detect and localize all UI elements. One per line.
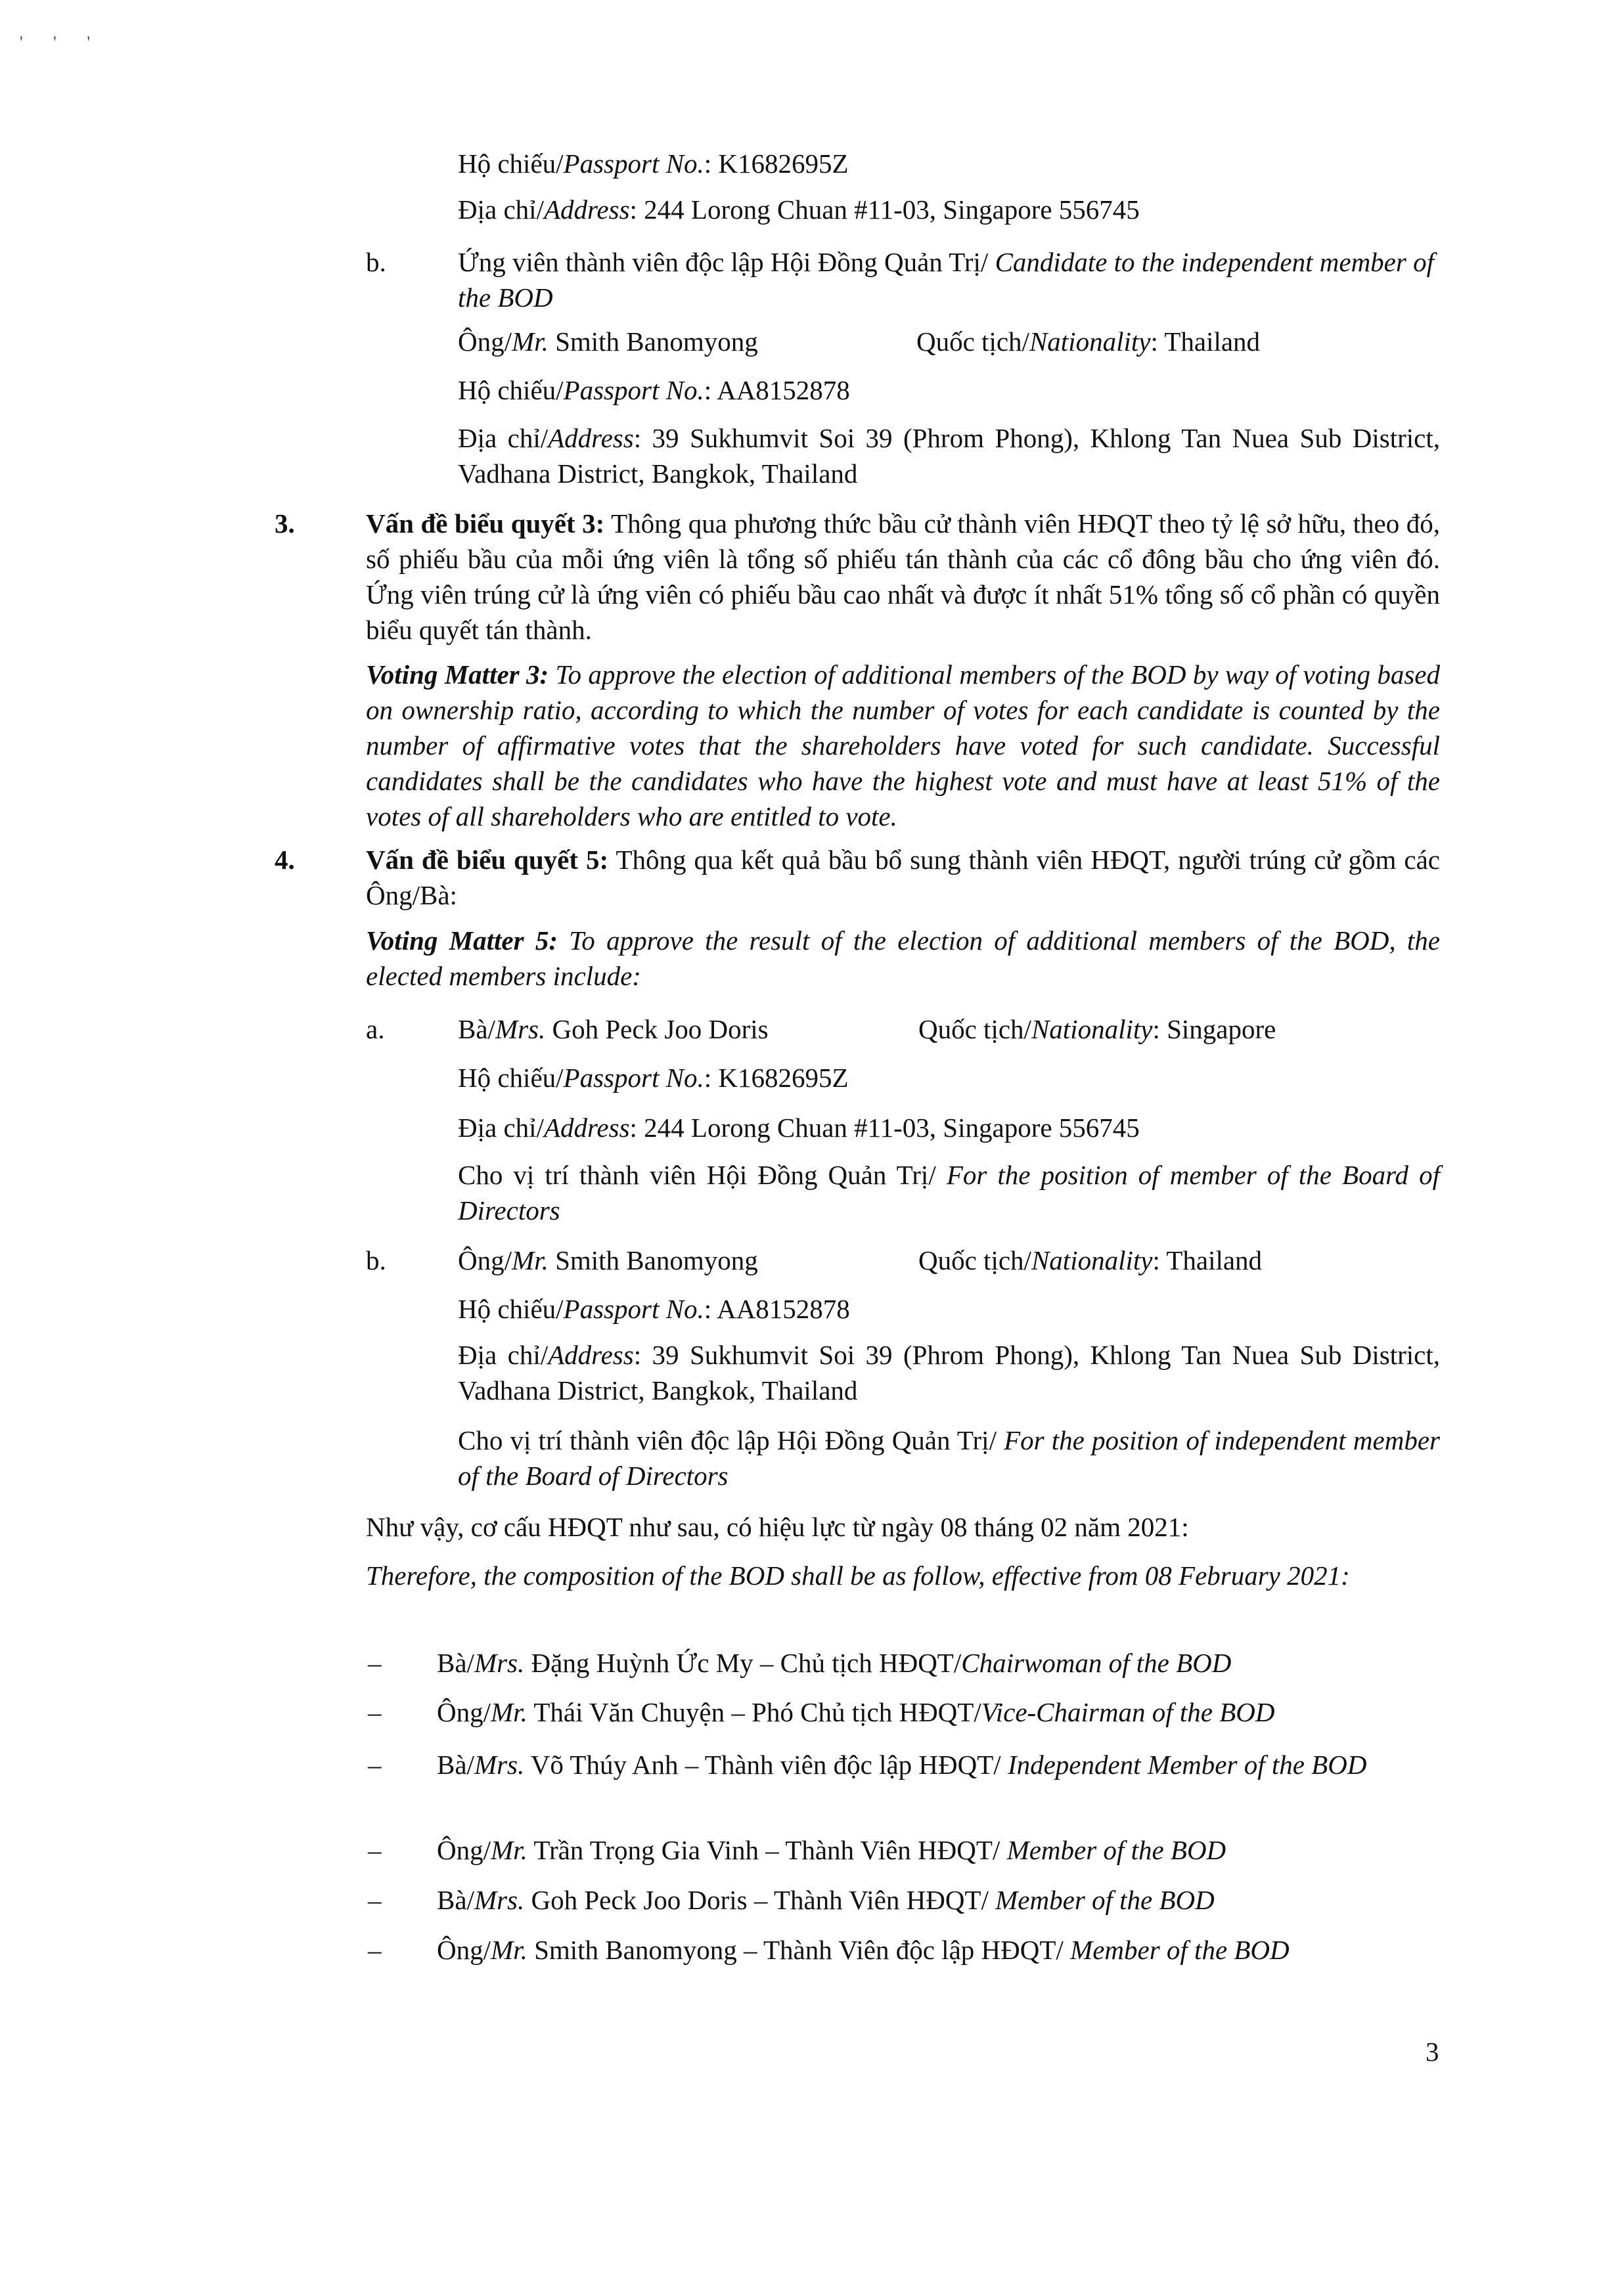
list-dash: – [368,1750,382,1780]
candidate-b-address: Địa chỉ/Address: 39 Sukhumvit Soi 39 (Phrom Phong), Khlong Tan Nuea Sub District, Vadhana District, Bangkok, Thailand [458,423,1440,489]
elected-a-position: Cho vị trí thành viên Hội Đồng Quản Trị/ For the position of member of the Board of Directors [458,1160,1440,1225]
list-dash: – [368,1885,382,1915]
candidate-b-passport: Hộ chiếu/Passport No.: AA8152878 [458,375,850,405]
elected-a-nationality: Quốc tịch/Nationality: Singapore [918,1014,1276,1044]
elected-b-position: Cho vị trí thành viên độc lập Hội Đồng Quản Trị/ For the position of independent member of the Board of Directors [458,1425,1440,1491]
page-number: 3 [1426,2037,1439,2067]
scan-marks: ' ' ' [20,33,104,52]
member-entry: Ông/Mr. Smith Banomyong – Thành Viên độc lập HĐQT/ Member of the BOD [437,1935,1290,1965]
composition-vn: Như vậy, cơ cấu HĐQT như sau, có hiệu lực từ ngày 08 tháng 02 năm 2021: [366,1512,1189,1542]
elected-b-passport: Hộ chiếu/Passport No.: AA8152878 [458,1294,850,1324]
candidate-b-title: Ứng viên thành viên độc lập Hội Đồng Quản Trị/ Candidate to the independent member of the BOD [458,247,1434,313]
item-3-number: 3. [275,508,295,539]
elected-b-address: Địa chỉ/Address: 39 Sukhumvit Soi 39 (Phrom Phong), Khlong Tan Nuea Sub District, Vadhana District, Bangkok, Thailand [458,1340,1440,1405]
member-entry: Bà/Mrs. Goh Peck Joo Doris – Thành Viên HĐQT/ Member of the BOD [437,1885,1215,1915]
member-entry: Ông/Mr. Thái Văn Chuyện – Phó Chủ tịch HĐQT/Vice-Chairman of the BOD [437,1697,1275,1727]
item-4-en-paragraph: Voting Matter 5: To approve the result of the election of additional members of the BOD, the elected members include: [366,925,1440,991]
elected-b-name: Ông/Mr. Smith Banomyong [458,1245,758,1275]
candidate-a-passport: Hộ chiếu/Passport No.: K1682695Z [458,148,849,179]
candidate-b-name: Ông/Mr. Smith Banomyong [458,326,758,357]
sub-label-b: b. [366,247,386,277]
member-entry: Bà/Mrs. Đặng Huỳnh Ức My – Chủ tịch HĐQT/Chairwoman of the BOD [437,1648,1232,1678]
composition-en: Therefore, the composition of the BOD shall be as follow, effective from 08 February 2021: [366,1560,1350,1591]
list-dash: – [368,1697,382,1727]
item-4-number: 4. [275,845,295,875]
elected-a-address: Địa chỉ/Address: 244 Lorong Chuan #11-03, Singapore 556745 [458,1113,1140,1143]
elected-a-passport: Hộ chiếu/Passport No.: K1682695Z [458,1063,849,1093]
elected-b-nationality: Quốc tịch/Nationality: Thailand [918,1245,1263,1275]
sub-label-b-elected: b. [366,1245,386,1275]
candidate-b-nationality: Quốc tịch/Nationality: Thailand [916,326,1261,357]
item-4-vn-paragraph: Vấn đề biểu quyết 5: Thông qua kết quả bầu bổ sung thành viên HĐQT, người trúng cử gồm các Ông/Bà: [366,845,1440,910]
member-entry: Bà/Mrs. Võ Thúy Anh – Thành viên độc lập HĐQT/ Independent Member of the BOD [437,1750,1367,1780]
candidate-a-address: Địa chỉ/Address: 244 Lorong Chuan #11-03, Singapore 556745 [458,194,1140,225]
elected-a-name: Bà/Mrs. Goh Peck Joo Doris [458,1014,769,1044]
item-3-en-paragraph: Voting Matter 3: To approve the election of additional members of the BOD by way of voting based on ownership ratio, according to which the number of votes for each candidate is counted by the number of affirmative votes that the shareholders have voted for such candidate. Successful candidates shall be the candidates who have the highest vote and must have at least 51% of the votes of all shareholders who are entitled to vote. [366,659,1440,831]
list-dash: – [368,1648,382,1678]
member-entry: Ông/Mr. Trần Trọng Gia Vinh – Thành Viên HĐQT/ Member of the BOD [437,1835,1226,1865]
list-dash: – [368,1935,382,1965]
item-3-vn-paragraph: Vấn đề biểu quyết 3: Thông qua phương thức bầu cử thành viên HĐQT theo tỷ lệ sở hữu, theo đó, số phiếu bầu của mỗi ứng viên là tổng số phiếu tán thành của các cổ đông bầu cho ứng viên đó. Ứng viên trúng cử là ứng viên có phiếu bầu cao nhất và được ít nhất 51% tổng số cổ phần có quyền biểu quyết tán thành. [366,508,1440,645]
list-dash: – [368,1835,382,1865]
sub-label-a: a. [366,1014,385,1044]
